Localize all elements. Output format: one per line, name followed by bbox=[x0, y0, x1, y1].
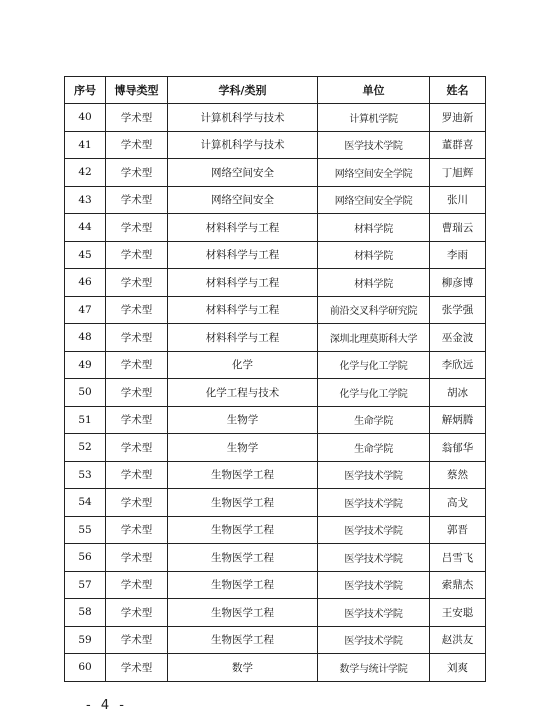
cell-serial-number: 43 bbox=[65, 186, 106, 214]
cell-name: 董群喜 bbox=[430, 131, 486, 159]
cell-discipline: 生物医学工程 bbox=[168, 489, 318, 517]
cell-supervisor-type: 学术型 bbox=[106, 351, 168, 379]
cell-name: 郭晋 bbox=[430, 516, 486, 544]
cell-discipline: 材料科学与工程 bbox=[168, 269, 318, 297]
cell-supervisor-type: 学术型 bbox=[106, 434, 168, 462]
cell-unit: 医学技术学院 bbox=[318, 544, 430, 572]
cell-discipline: 生物学 bbox=[168, 434, 318, 462]
cell-name: 罗迪新 bbox=[430, 104, 486, 132]
cell-supervisor-type: 学术型 bbox=[106, 489, 168, 517]
cell-supervisor-type: 学术型 bbox=[106, 516, 168, 544]
cell-unit: 医学技术学院 bbox=[318, 626, 430, 654]
cell-serial-number: 50 bbox=[65, 379, 106, 407]
header-supervisor-type: 博导类型 bbox=[106, 77, 168, 104]
cell-discipline: 化学 bbox=[168, 351, 318, 379]
cell-name: 吕雪飞 bbox=[430, 544, 486, 572]
cell-name: 蔡然 bbox=[430, 461, 486, 489]
cell-unit: 医学技术学院 bbox=[318, 131, 430, 159]
table-row bbox=[65, 489, 486, 517]
cell-serial-number: 48 bbox=[65, 324, 106, 352]
cell-discipline: 计算机科学与技术 bbox=[168, 131, 318, 159]
cell-unit: 网络空间安全学院 bbox=[318, 159, 430, 187]
header-discipline: 学科/类别 bbox=[168, 77, 318, 104]
cell-name: 索鼎杰 bbox=[430, 571, 486, 599]
cell-unit: 数学与统计学院 bbox=[318, 654, 430, 682]
cell-serial-number: 44 bbox=[65, 214, 106, 242]
cell-unit: 化学与化工学院 bbox=[318, 351, 430, 379]
cell-name: 柳彦博 bbox=[430, 269, 486, 297]
cell-unit: 前沿交叉科学研究院 bbox=[318, 296, 430, 324]
table-row bbox=[65, 626, 486, 654]
cell-unit: 医学技术学院 bbox=[318, 571, 430, 599]
table-row bbox=[65, 516, 486, 544]
cell-serial-number: 58 bbox=[65, 599, 106, 627]
cell-discipline: 生物医学工程 bbox=[168, 544, 318, 572]
cell-name: 张学强 bbox=[430, 296, 486, 324]
cell-supervisor-type: 学术型 bbox=[106, 406, 168, 434]
cell-unit: 医学技术学院 bbox=[318, 516, 430, 544]
cell-name: 曹瑞云 bbox=[430, 214, 486, 242]
cell-serial-number: 55 bbox=[65, 516, 106, 544]
table-row bbox=[65, 159, 486, 187]
cell-unit: 深圳北理莫斯科大学 bbox=[318, 324, 430, 352]
cell-supervisor-type: 学术型 bbox=[106, 241, 168, 269]
table-row bbox=[65, 269, 486, 297]
cell-serial-number: 51 bbox=[65, 406, 106, 434]
cell-supervisor-type: 学术型 bbox=[106, 131, 168, 159]
cell-serial-number: 47 bbox=[65, 296, 106, 324]
cell-serial-number: 41 bbox=[65, 131, 106, 159]
header-serial-number: 序号 bbox=[65, 77, 106, 104]
table-row bbox=[65, 104, 486, 132]
cell-discipline: 网络空间安全 bbox=[168, 186, 318, 214]
cell-discipline: 生物学 bbox=[168, 406, 318, 434]
cell-unit: 计算机学院 bbox=[318, 104, 430, 132]
cell-unit: 生命学院 bbox=[318, 406, 430, 434]
table-header-row bbox=[65, 77, 486, 104]
cell-unit: 化学与化工学院 bbox=[318, 379, 430, 407]
table-row bbox=[65, 131, 486, 159]
cell-discipline: 材料科学与工程 bbox=[168, 241, 318, 269]
cell-name: 解炳腾 bbox=[430, 406, 486, 434]
cell-serial-number: 46 bbox=[65, 269, 106, 297]
table-row bbox=[65, 241, 486, 269]
cell-serial-number: 42 bbox=[65, 159, 106, 187]
table-row bbox=[65, 351, 486, 379]
cell-name: 丁旭辉 bbox=[430, 159, 486, 187]
cell-unit: 材料学院 bbox=[318, 214, 430, 242]
table-body bbox=[65, 104, 486, 682]
cell-serial-number: 57 bbox=[65, 571, 106, 599]
table-row bbox=[65, 296, 486, 324]
cell-supervisor-type: 学术型 bbox=[106, 214, 168, 242]
cell-name: 张川 bbox=[430, 186, 486, 214]
cell-name: 李雨 bbox=[430, 241, 486, 269]
cell-serial-number: 49 bbox=[65, 351, 106, 379]
cell-name: 王安聪 bbox=[430, 599, 486, 627]
cell-name: 刘爽 bbox=[430, 654, 486, 682]
table-row bbox=[65, 186, 486, 214]
cell-discipline: 生物医学工程 bbox=[168, 516, 318, 544]
cell-unit: 医学技术学院 bbox=[318, 461, 430, 489]
table-row bbox=[65, 654, 486, 682]
cell-supervisor-type: 学术型 bbox=[106, 159, 168, 187]
cell-name: 巫金波 bbox=[430, 324, 486, 352]
cell-supervisor-type: 学术型 bbox=[106, 461, 168, 489]
cell-discipline: 生物医学工程 bbox=[168, 599, 318, 627]
page-number: - 4 - bbox=[86, 698, 127, 713]
table-row bbox=[65, 324, 486, 352]
cell-discipline: 材料科学与工程 bbox=[168, 296, 318, 324]
cell-unit: 医学技术学院 bbox=[318, 599, 430, 627]
table-row bbox=[65, 544, 486, 572]
cell-supervisor-type: 学术型 bbox=[106, 544, 168, 572]
cell-name: 高戈 bbox=[430, 489, 486, 517]
cell-name: 翁郁华 bbox=[430, 434, 486, 462]
cell-serial-number: 56 bbox=[65, 544, 106, 572]
cell-discipline: 生物医学工程 bbox=[168, 461, 318, 489]
cell-discipline: 数学 bbox=[168, 654, 318, 682]
cell-discipline: 生物医学工程 bbox=[168, 626, 318, 654]
table-row bbox=[65, 571, 486, 599]
cell-unit: 生命学院 bbox=[318, 434, 430, 462]
cell-supervisor-type: 学术型 bbox=[106, 324, 168, 352]
cell-serial-number: 60 bbox=[65, 654, 106, 682]
cell-supervisor-type: 学术型 bbox=[106, 104, 168, 132]
cell-unit: 材料学院 bbox=[318, 241, 430, 269]
cell-name: 赵洪友 bbox=[430, 626, 486, 654]
cell-unit: 医学技术学院 bbox=[318, 489, 430, 517]
table-row bbox=[65, 461, 486, 489]
cell-discipline: 计算机科学与技术 bbox=[168, 104, 318, 132]
cell-serial-number: 40 bbox=[65, 104, 106, 132]
cell-supervisor-type: 学术型 bbox=[106, 296, 168, 324]
cell-serial-number: 52 bbox=[65, 434, 106, 462]
table-row bbox=[65, 379, 486, 407]
table-row bbox=[65, 406, 486, 434]
header-name: 姓名 bbox=[430, 77, 486, 104]
cell-name: 李欣远 bbox=[430, 351, 486, 379]
table-row bbox=[65, 214, 486, 242]
cell-discipline: 网络空间安全 bbox=[168, 159, 318, 187]
cell-serial-number: 54 bbox=[65, 489, 106, 517]
cell-supervisor-type: 学术型 bbox=[106, 186, 168, 214]
cell-discipline: 材料科学与工程 bbox=[168, 324, 318, 352]
cell-serial-number: 59 bbox=[65, 626, 106, 654]
cell-serial-number: 45 bbox=[65, 241, 106, 269]
cell-supervisor-type: 学术型 bbox=[106, 379, 168, 407]
cell-supervisor-type: 学术型 bbox=[106, 599, 168, 627]
cell-name: 胡冰 bbox=[430, 379, 486, 407]
table-row bbox=[65, 434, 486, 462]
cell-discipline: 化学工程与技术 bbox=[168, 379, 318, 407]
cell-discipline: 生物医学工程 bbox=[168, 571, 318, 599]
cell-supervisor-type: 学术型 bbox=[106, 269, 168, 297]
cell-discipline: 材料科学与工程 bbox=[168, 214, 318, 242]
header-unit: 单位 bbox=[318, 77, 430, 104]
cell-supervisor-type: 学术型 bbox=[106, 626, 168, 654]
cell-unit: 材料学院 bbox=[318, 269, 430, 297]
cell-supervisor-type: 学术型 bbox=[106, 571, 168, 599]
cell-unit: 网络空间安全学院 bbox=[318, 186, 430, 214]
cell-supervisor-type: 学术型 bbox=[106, 654, 168, 682]
cell-serial-number: 53 bbox=[65, 461, 106, 489]
supervisor-table bbox=[64, 76, 486, 682]
table-row bbox=[65, 599, 486, 627]
